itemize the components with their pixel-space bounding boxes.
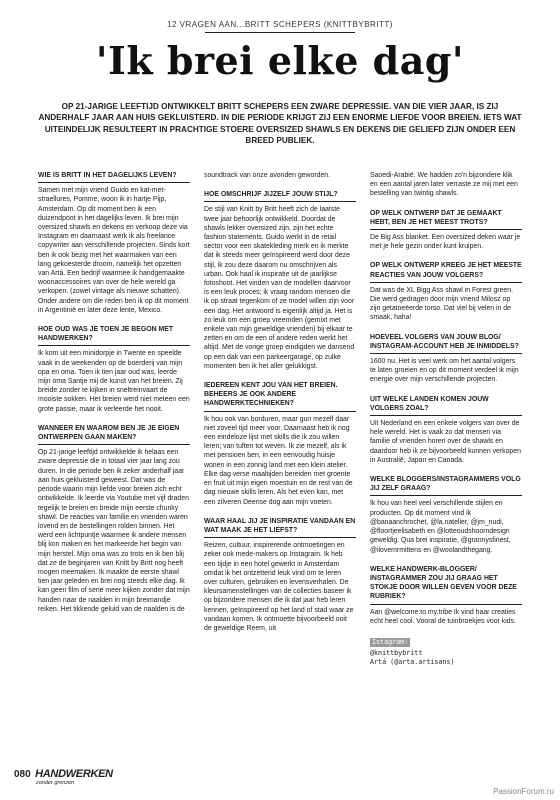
question: WELKE BLOGGERS/INSTAGRAMMERS VOLG JIJ ZELF GRAAG? bbox=[370, 475, 522, 496]
answer: Ik hou van heel veel verschillende stijlen en producten. Op dit moment vind ik @banaanchrochet, @la.natelier, @jm_nudi, @floortjeelisabeth en @lotteoudshoorndesign geweldig. Qua brei inspiratie, @grannysfinest, @ilovemrmittens en @woolandthegang. bbox=[370, 500, 511, 554]
intro-paragraph: OP 21-JARIGE LEEFTIJD ONTWIKKELT BRITT SCHEPERS EEN ZWARE DEPRESSIE. VAN DIE VIER JAAR, IS ZIJ ANDERHALF JAAR AAN HUIS GEKLUISTERD. IN DIE PERIODE KRIJGT ZIJ EEN ENORME LIEFDE VOOR BREIEN. IETS WAT UITEINDELIJK RESULTEERT IN PRACHTIGE STOERE OVERSIZED SHAWLS EN DEKENS DIE GELIEFD ZIJN ONDER EEN BREED PUBLIEK. bbox=[38, 102, 522, 146]
answer: Aan @welcome.to.my.tribe Ik vind haar creaties echt heel cool. Vooral de tuinbroekjes voor kids. bbox=[370, 608, 516, 625]
column-1 bbox=[38, 171, 190, 614]
answer: Uit Nederland en een enkele volgers van over de hele wereld. Het is vaak zo dat mensen via familie of vrienden horen over de shawls en daardoor heb ik ze bijvoorbeeld kunnen verkopen in Australië, Japan en Canada. bbox=[370, 420, 521, 464]
question: OP WELK ONTWERP KREEG JE HET MEESTE REACTIES VAN JOUW VOLGERS? bbox=[370, 261, 522, 282]
answer: Ik hou ook van borduren, maar gun mezelf daar niet zoveel tijd meer voor. Daarnaast heb ik nog een eindeloze lijst met skills die ik zou willen leren; van tuften tot weven. Ik zie mezelf, als ik met pensioen ben, in een eenvoudig huisje wonen in een zonnig land met een klein atelier. Elke dag verse maaltijden bereiden met groente en fruit uit mijn eigen moestuin en de rest van de dag nieuwe skills leren. Als het even kan, met een zilveren Deense dog aan mijn voeten. bbox=[204, 415, 353, 506]
kicker: 12 VRAGEN AAN...BRITT SCHEPERS (KNITTBYBRITT) bbox=[167, 20, 393, 29]
footer bbox=[14, 764, 113, 786]
instagram-handle[interactable]: @knittbybritt bbox=[370, 648, 423, 657]
answer: De Big Ass blanket. Een oversized deken waar je met je hele gezin onder kunt kruipen. bbox=[370, 234, 521, 251]
answer: 1600 nu. Het is veel werk om het aantal volgers te laten groeien en op dit moment verdeel ik mijn energie over mijn verschillende projecten. bbox=[370, 358, 519, 384]
brand-tagline: zonder grenzen bbox=[36, 780, 75, 786]
question: HOE OMSCHRIJF JIJZELF JOUW STIJL? bbox=[204, 190, 356, 202]
watermark: PassionForum.ru bbox=[493, 787, 554, 796]
column-3 bbox=[370, 171, 522, 667]
question: OP WELK ONTWERP DAT JE GEMAAKT HEBT, BEN JE HET MEEST TROTS? bbox=[370, 209, 522, 230]
question: WAAR HAAL JIJ JE INSPIRATIE VANDAAN EN WAT MAAK JE HET LIEFST? bbox=[204, 517, 356, 538]
answer-continued: soundtrack van onze avonden geworden. bbox=[204, 172, 331, 179]
answer: Reizen, cultuur, inspirerende ontmoetingen en zeker ook mede-makers op Instagram. Ik heb een tijdje in een hotel gewerkt in Amsterdam omdat ik het ontzettend leuk vind om te leren over culturen, gebruiken en levensverhalen. De kleursamenstellingen van de collecties baseer ik op bijzondere mensen die ik dat jaar heb leren kennen, geïnspireerd op het land of stad waar ze vandaan komen. Ik ontmoette bijvoorbeeld ooit de geweldige Reem, uit bbox=[204, 542, 354, 632]
question: HOEVEEL VOLGERS VAN JOUW BLOG/ INSTAGRAM-ACCOUNT HEB JE INMIDDELS? bbox=[370, 333, 522, 354]
answer: Samen met mijn vriend Guido en kat-met-straellures, Pomme, woon ik in hartje Pijp, Amsterdam. Op dit moment ben ik een duizendpoot in het dagelijks leven. Ik brei mijn oversized shawls en dekens en verkoop deze via Instagram en daarnaast werk ik als freelance copywriter aan verschillende projecten. Sinds kort ben ik ook bezig met het waarmaken van een lang gekoesterde droom, namelijk het opzetten van Artá. Een bedrijf waarmee ik handgemaakte woonaccessoires van over de hele wereld ga verkopen. (zowel vintage als nieuwe schatten). Onder andere om die reden ben ik op dit moment in Argentinië en later deze lente, Mexico. bbox=[38, 187, 190, 314]
brand-logo: HANDWERKEN bbox=[35, 768, 113, 780]
instagram-label: Istagram: bbox=[372, 637, 409, 646]
page-number: 080 bbox=[14, 769, 31, 780]
answer: Ik kom uit een minidorpje in Twente en speelde vaak in de weekenden op de boerderij van mijn opa en oma. Toen ik tien jaar oud was, leerde mijn oma Santje mij de kunst van het breien. Zij breide zonder te kijken in sneltreinvaart de mooiste sokken. Het breien werd niet meteen een grote passie, maar ik verleerde het nooit. bbox=[38, 350, 190, 413]
instagram-box bbox=[370, 638, 522, 667]
answer: De stijl van Knitt by Britt heeft zich de laatste twee jaar behoorlijk ontwikkeld. Doordat de shawls lekker oversized zijn, zijn het echte fashion statements. Guido werkt in de retail sector voor een skatekleding merk en ik merkte dat ik steeds meer geïnspireerd werd door deze stijl, ik zou deze daarom nu omschrijven als urban. Ook haal ik inspiratie uit de jaarlijkse fotoshoot. Het vinden van de modellen daarvoor is een leuk proces; ik vraag random mensen die ik op straat tegenkom of ze model willen zijn voor een dag. Het antwoord is eigenlijk altijd ja. Het is zo leuk om een groep vreemden (gemixt met enkele van mijn geweldige vrienden) bij elkaar te zetten en om de een of andere reden werkt het altijd. Met de vorige groep eindigden we dansend op een dak van een parkeergarage, op zulke momenten ben ik het aller gelukkigst. bbox=[204, 206, 355, 370]
question: WIE IS BRITT IN HET DAGELIJKS LEVEN? bbox=[38, 171, 190, 183]
question: HOE OUD WAS JE TOEN JE BEGON MET HANDWERKEN? bbox=[38, 325, 190, 346]
question: WELKE HANDWERK-BLOGGER/ INSTAGRAMMER ZOU JIJ GRAAG HET STOKJE DOOR WILLEN GEVEN VOOR DEZE RUBRIEK? bbox=[370, 565, 522, 605]
column-2 bbox=[204, 171, 356, 633]
question: UIT WELKE LANDEN KOMEN JOUW VOLGERS ZOAL? bbox=[370, 395, 522, 416]
kicker-rule bbox=[205, 32, 355, 33]
answer-continued: Saoedi-Arabië. We hadden zo'n bijzondere klik en een aantal jaren later verraste ze mij met een bestelling van twintig shawls. bbox=[370, 172, 518, 198]
instagram-handle[interactable]: Artá (@arta.artisans) bbox=[370, 657, 455, 666]
answer: Dat was de XL Bigg Ass shawl in Forest green. Die werd gedragen door mijn vriend Milosz op zijn getatoeëerde torso. Dat viel bij velen in de smaak, haha! bbox=[370, 286, 513, 322]
headline: 'Ik brei elke dag' bbox=[95, 38, 465, 83]
answer: Op 21-jarige leeftijd ontwikkelde ik helaas een zware depressie die in totaal vier jaar lang zou duren. In die periode ben ik zeker anderhalf jaar aan huis gekluisterd geweest. Dat was de periode waarin mijn liefde voor breien zich echt ontwikkelde. Ik leerde via Youtube met vijf draden tegelijk te breien en breide mijn eerste chunky shawl. De reacties van familie en vrienden waren lovend en de bestellingen rolden binnen. Het werd een lichtpuntje waarmee ik andere mensen blij kon maken en het markeerde het begin van mijn herstel. Mijn oma was zo trots en ik ben blij dat ze de beginjaren van Knitt by Britt nog heeft mogen meemaken. Ik maakte de eerste shawl tien jaar geleden en brei nog steeds elke dag. Ik kan geen film of serie meer kijken zonder dat mijn handen naar de naalden in mijn breimandje reiken. Het tikkende geluid van de naalden is de bbox=[38, 449, 190, 613]
question: IEDEREEN KENT JOU VAN HET BREIEN. BEHEERS JE OOK ANDERE HANDWERKTECHNIEKEN? bbox=[204, 381, 356, 412]
question: WANNEER EN WAAROM BEN JE JE EIGEN ONTWERPEN GAAN MAKEN? bbox=[38, 424, 190, 445]
